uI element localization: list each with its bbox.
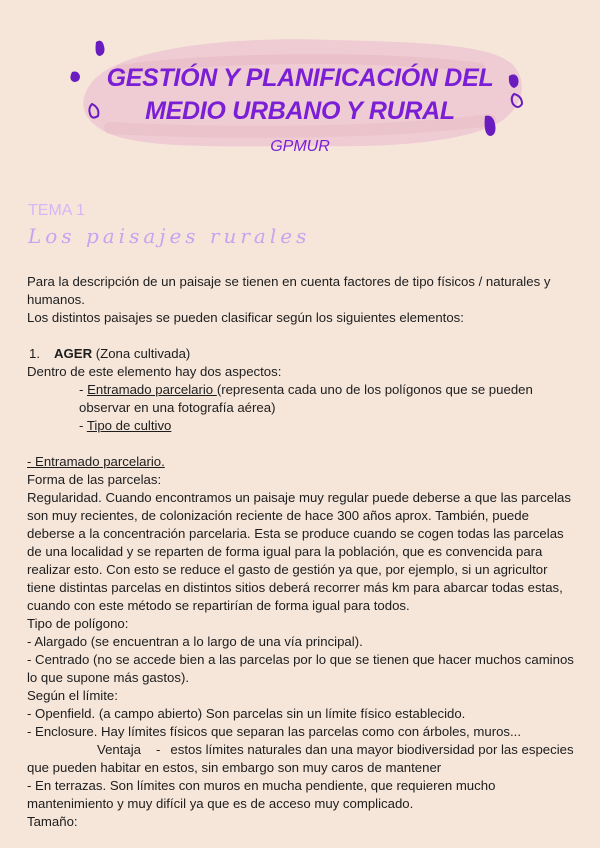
document-body: [27, 273, 577, 831]
list-item: - Alargado (se encuentran a lo largo de una vía principal).: [27, 634, 363, 649]
list-item-ager: [27, 345, 577, 363]
underlined-term: Tipo de cultivo: [86, 418, 172, 433]
paragraph: Forma de las parcelas:: [27, 472, 162, 487]
paragraph: Tamaño:: [27, 814, 78, 829]
title-line-1: GESTIÓN Y PLANIFICACIÓN DEL: [106, 64, 494, 92]
term-bold: AGER: [54, 346, 93, 361]
ventaja-note: Ventaja - estos límites naturales dan una mayor biodiversidad por las especies que pueden habitar en estos, sin embargo son muy caros de mantener: [27, 742, 574, 775]
paint-drop-icon: [96, 41, 105, 56]
page-subtitle: GPMUR: [270, 138, 330, 155]
section-number: TEMA 1: [28, 202, 85, 219]
title-header: [0, 30, 600, 180]
page-title: [0, 62, 600, 128]
list-item: - Enclosure. Hay límites físicos que separan las parcelas como con árboles, muros...: [27, 724, 522, 739]
list-item: - Entramado parcelario (representa cada uno de los polígonos que se pueden observar en una fotografía aérea): [79, 382, 533, 415]
subheading: - Entramado parcelario.: [27, 454, 165, 469]
list-item: - En terrazas. Son límites con muros en mucha pendiente, que requieren mucho mantenimiento y muy difícil ya que es de acceso muy complicado.: [27, 778, 496, 811]
paragraph: Tipo de polígono:: [27, 616, 129, 631]
list-item: - Openfield. (a campo abierto) Son parcelas sin un límite físico establecido.: [27, 706, 466, 721]
paragraph: Regularidad. Cuando encontramos un paisaje muy regular puede deberse a que las parcelas son muy recientes, de colonización reciente de hace 300 años aprox. También, puede deberse a la concentración parcelaria. Esta se produce cuando se cogen todas las parcelas de una localidad y se reparten de forma igual para la población, que es convencida para realizar esto. Con esto se reduce el gasto de gestión ya que, por ejemplo, si un agricultor tiene distintas parcelas en distintos sitios deberá recorrer más km para abarcar todas estas, cuando con este método se repartirían de forma igual para todos.: [27, 490, 571, 613]
list-item: - Tipo de cultivo: [79, 418, 172, 433]
paragraph: Para la descripción de un paisaje se tienen en cuenta factores de tipo físicos / naturales y humanos.: [27, 274, 551, 307]
title-line-2: MEDIO URBANO Y RURAL: [145, 97, 455, 125]
paragraph: Los distintos paisajes se pueden clasificar según los siguientes elementos:: [27, 310, 464, 325]
ventaja-label: Ventaja: [97, 742, 141, 757]
term-description: (Zona cultivada): [92, 346, 191, 361]
paragraph: Dentro de este elemento hay dos aspectos:: [27, 364, 282, 379]
list-item: - Centrado (no se accede bien a las parcelas por lo que se tienen que hacer muchos caminos lo que supone más gastos).: [27, 652, 574, 685]
section-heading: Los paisajes rurales: [28, 224, 311, 248]
paragraph: Según el límite:: [27, 688, 118, 703]
underlined-term: Entramado parcelario: [87, 382, 217, 397]
list-number: 1.: [29, 346, 40, 361]
